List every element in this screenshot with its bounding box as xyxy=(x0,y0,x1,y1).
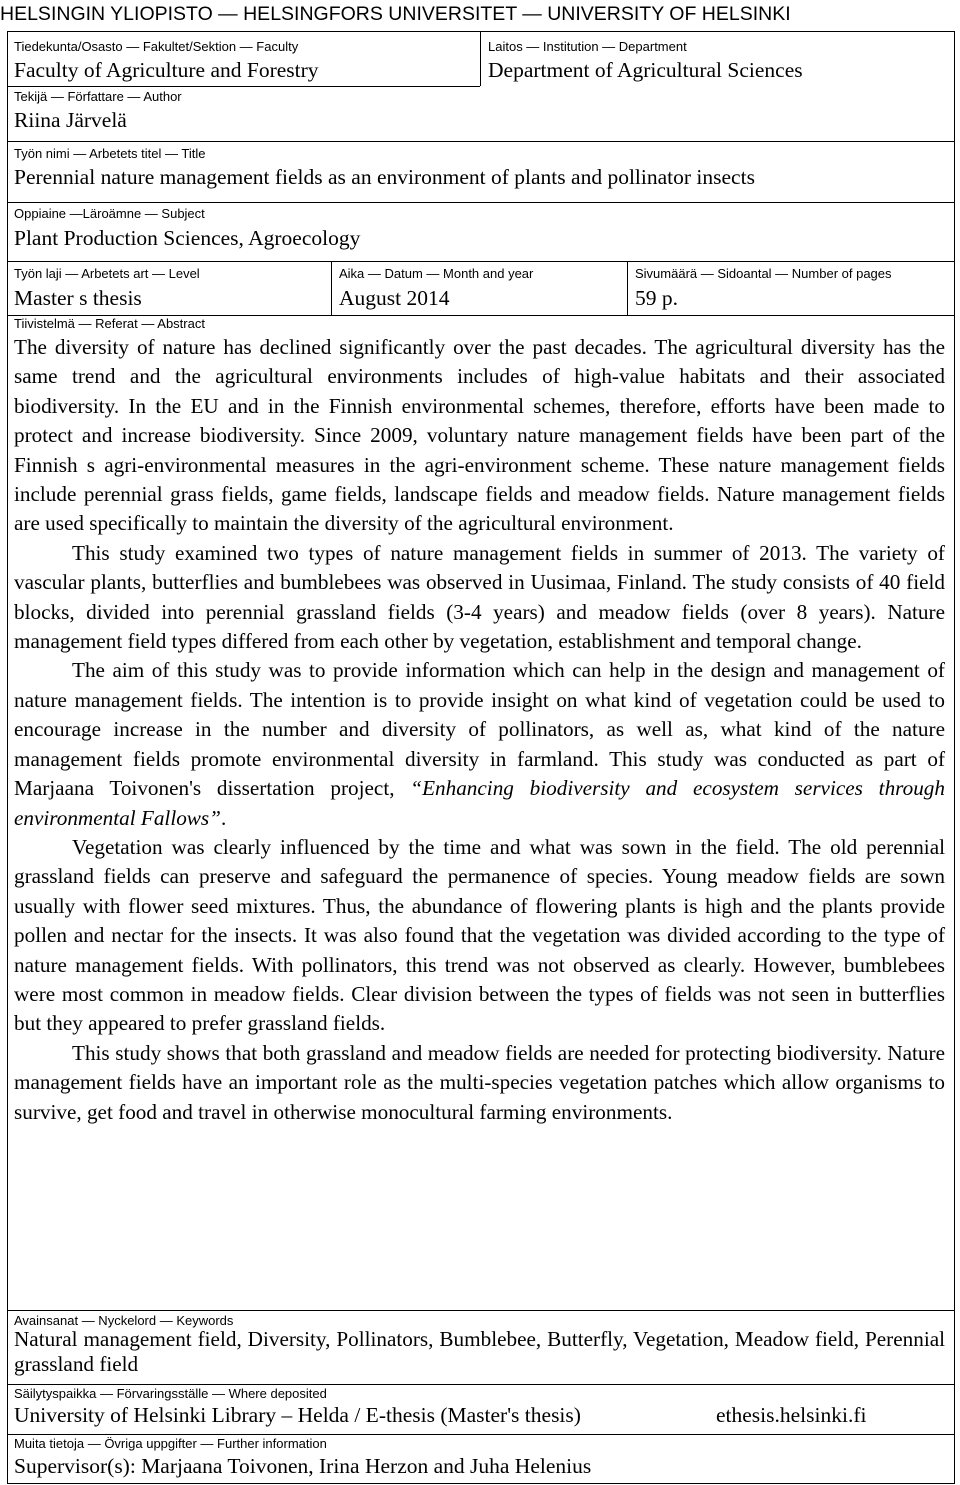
thesis-title: Perennial nature management fields as an environment of plants and pollinator insects xyxy=(14,165,755,189)
deposited-value: University of Helsinki Library – Helda / E-thesis (Master's thesis) xyxy=(14,1403,581,1427)
abstract-paragraph: The diversity of nature has declined significantly over the past decades. The agricultural diversity has the same trend and the agricultural environments includes of high-value habitats and their associated biodiversity. In the EU and in the Finnish environmental schemes, therefore, efforts have been made to protect and increase biodiversity. Since 2009, voluntary nature management fields have been part of the Finnish s agri-environmental measures in the agri-environment scheme. These nature management fields include perennial grass fields, game fields, landscape fields and meadow fields. Nature management fields are used specifically to maintain the diversity of the agricultural environment. xyxy=(14,335,945,536)
divider xyxy=(8,86,480,87)
faculty-value: Faculty of Agriculture and Forestry xyxy=(14,58,319,82)
divider xyxy=(8,202,954,203)
divider xyxy=(331,261,332,315)
pages-value: 59 p. xyxy=(635,286,678,310)
further-info-label: Muita tietoja — Övriga uppgifter — Further information xyxy=(14,1436,327,1451)
abstract-form xyxy=(7,31,955,1484)
abstract-paragraph xyxy=(14,656,945,832)
abstract-label: Tiivistelmä — Referat — Abstract xyxy=(14,316,205,331)
author-value: Riina Järvelä xyxy=(14,108,127,132)
divider xyxy=(480,32,481,86)
supervisors-value: Supervisor(s): Marjaana Toivonen, Irina Herzon and Juha Helenius xyxy=(14,1454,592,1478)
date-label: Aika — Datum — Month and year xyxy=(339,266,534,281)
abstract-paragraph: Vegetation was clearly influenced by the time and what was sown in the field. The old perennial grassland fields can preserve and safeguard the permanence of species. Young meadow fields are sown usually with flower seed mixtures. Thus, the abundance of flowering plants is high and the plants provide pollen and nectar for the insects. It was also found that the vegetation was divided according to the type of nature management fields. With pollinators, this trend was not observed as clearly. However, bumblebees were most common in meadow fields. Clear division between the types of fields was not seen in butterflies but they appeared to prefer grassland fields. xyxy=(14,834,945,1036)
title-label: Työn nimi — Arbetets titel — Title xyxy=(14,146,206,161)
abstract-text: The aim of this study was to provide information which can help in the design and management of nature management fields. The intention is to provide insight on what kind of vegetation could be used to encourage increase in the number and diversity of pollinators, as well as, what kind of the nature management fields promote environmental diversity in farmland. This study was conducted as part of Marjaana Toivonen's dissertation project, xyxy=(14,658,945,801)
divider xyxy=(8,261,954,262)
deposited-url: ethesis.helsinki.fi xyxy=(716,1403,867,1427)
department-value: Department of Agricultural Sciences xyxy=(488,58,803,82)
abstract-paragraph: This study examined two types of nature management fields in summer of 2013. The variety of vascular plants, butterflies and bumblebees was observed in Uusimaa, Finland. The study consists of 40 field blocks, divided into perennial grassland fields (3-4 years) and meadow fields (over 8 years). Nature management field types differed from each other by vegetation, establishment and temporal change. xyxy=(14,540,945,654)
university-header: HELSINGIN YLIOPISTO — HELSINGFORS UNIVERSITET — UNIVERSITY OF HELSINKI xyxy=(0,3,791,25)
deposited-line xyxy=(14,1402,945,1428)
author-label: Tekijä — Författare — Author xyxy=(14,89,182,104)
abstract-paragraph: This study shows that both grassland and meadow fields are needed for protecting biodiversity. Nature management fields have an important role as the multi-species vegetation patches which allow organisms to survive, get food and travel in otherwise monocultural farming environments. xyxy=(14,1040,945,1124)
abstract-text: . xyxy=(220,805,227,830)
subject-value: Plant Production Sciences, Agroecology xyxy=(14,226,361,250)
divider xyxy=(8,1434,954,1435)
date-value: August 2014 xyxy=(339,286,450,310)
department-label: Laitos — Institution — Department xyxy=(488,39,687,54)
keywords-label: Avainsanat — Nyckelord — Keywords xyxy=(14,1313,234,1328)
deposited-label: Säilytyspaikka — Förvaringsställe — Where deposited xyxy=(14,1386,327,1401)
divider xyxy=(8,1384,954,1385)
project-title: “Enhancing biodiversity and ecosystem services through environmental Fallows” xyxy=(14,776,945,830)
pages-label: Sivumäärä — Sidoantal — Number of pages xyxy=(635,266,892,281)
divider xyxy=(627,261,628,315)
divider xyxy=(8,141,954,142)
faculty-label: Tiedekunta/Osasto — Fakultet/Sektion — Faculty xyxy=(14,39,299,54)
subject-label: Oppiaine —Läroämne — Subject xyxy=(14,206,205,221)
divider xyxy=(8,1310,954,1311)
keywords-value: Natural management field, Diversity, Pollinators, Bumblebee, Butterfly, Vegetation, Meadow field, Perennial grassland field xyxy=(14,1327,945,1376)
abstract-body xyxy=(14,333,945,1127)
level-label: Työn laji — Arbetets art — Level xyxy=(14,266,200,281)
level-value: Master s thesis xyxy=(14,286,142,310)
